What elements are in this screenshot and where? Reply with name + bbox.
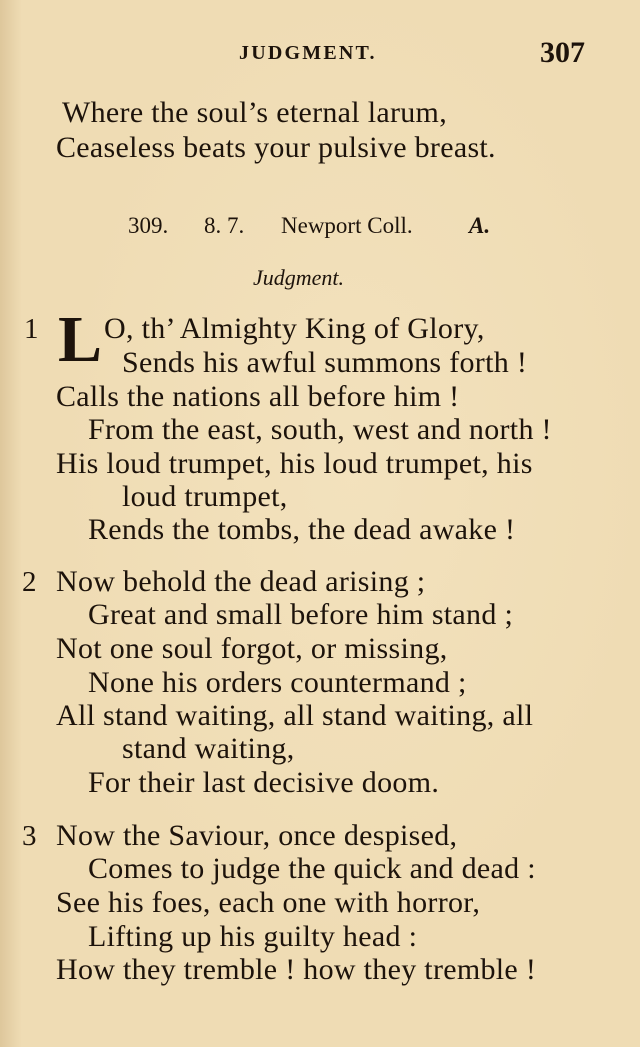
verse-line: For their last decisive doom.	[88, 766, 440, 799]
verse-line: Calls the nations all before him !	[56, 380, 460, 413]
verse-line: His loud trumpet, his loud trumpet, his	[56, 447, 533, 480]
verse-line: Now behold the dead arising ;	[56, 565, 426, 598]
hymn-key: A.	[469, 213, 491, 238]
verse-line: Now the Saviour, once despised,	[56, 819, 458, 852]
verse-line: None his orders countermand ;	[88, 666, 467, 699]
page-number: 307	[540, 36, 585, 69]
verse-line: From the east, south, west and north !	[88, 413, 552, 446]
verse-number: 2	[22, 566, 37, 598]
verse-line: All stand waiting, all stand waiting, all	[56, 699, 534, 732]
carryover-line: Where the soul’s eternal larum,	[62, 96, 447, 129]
verse-number: 3	[22, 820, 37, 852]
hymn-meter: 8. 7.	[204, 213, 245, 238]
verse-line: Lifting up his guilty head :	[88, 920, 418, 953]
hymn-subject: Judgment.	[253, 265, 345, 290]
verse-line: Not one soul forgot, or missing,	[56, 632, 448, 665]
drop-cap: L	[58, 303, 103, 376]
hymn-tune: Newport Coll.	[281, 213, 413, 238]
verse-line: Sends his awful summons forth !	[122, 346, 528, 379]
verse-line: O, th’ Almighty King of Glory,	[104, 312, 485, 345]
verse-line: loud trumpet,	[122, 480, 288, 513]
verse-line: See his foes, each one with horror,	[56, 886, 481, 919]
verse-line: How they tremble ! how they tremble !	[56, 953, 537, 986]
running-title: JUDGMENT.	[239, 42, 377, 64]
verse-line: Comes to judge the quick and dead :	[88, 852, 536, 885]
verse-number: 1	[24, 313, 39, 345]
verse-line: stand waiting,	[122, 732, 295, 765]
carryover-line: Ceaseless beats your pulsive breast.	[56, 131, 496, 164]
verse-line: Great and small before him stand ;	[88, 598, 514, 631]
verse-line: Rends the tombs, the dead awake !	[88, 513, 516, 546]
hymn-number: 309.	[128, 213, 169, 238]
